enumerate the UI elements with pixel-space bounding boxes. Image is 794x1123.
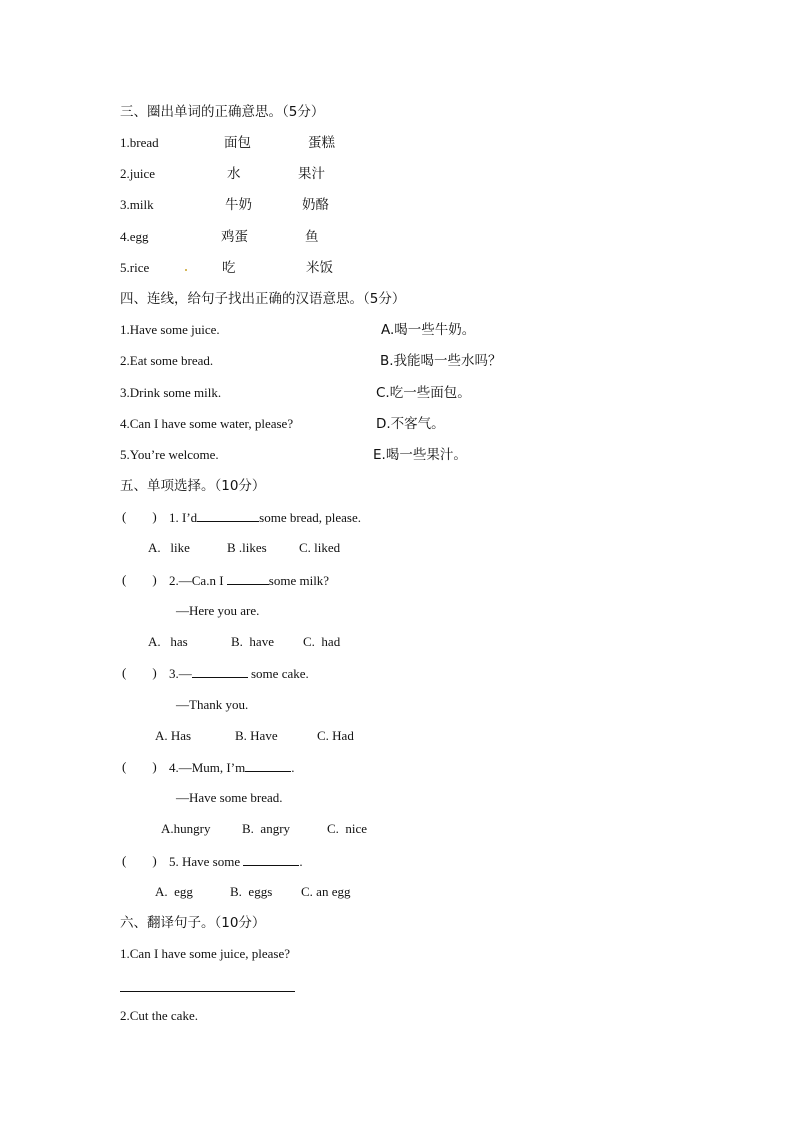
q1-blank[interactable] [197, 509, 259, 522]
q5-stem-pre: 5. Have some [169, 854, 241, 869]
q3-stem-post: some cake. [247, 666, 309, 681]
q2-option-a[interactable]: A. has [148, 634, 188, 649]
s4-en-5: 5.You’re welcome. [120, 447, 219, 462]
s4-zh-5: E.喝一些果汁。 [373, 447, 467, 463]
s3-word-2: 2.juice [120, 166, 156, 181]
q2-blank[interactable] [227, 572, 269, 585]
s3-word-4: 4.egg [120, 229, 149, 244]
q1-option-c[interactable]: C. liked [299, 540, 341, 555]
q2-stem-post: some milk? [268, 573, 330, 588]
q1-option-a[interactable]: A. like [148, 540, 190, 555]
s4-zh-2: B.我能喝一些水吗？ [380, 353, 502, 369]
section3-heading: 三、圈出单词的正确意思。（5分） [120, 104, 325, 120]
s6-question-1: 1.Can I have some juice, please? [120, 946, 291, 961]
s3-opt2-3: 奶酪 [302, 197, 329, 213]
s4-en-1: 1.Have some juice. [120, 322, 220, 337]
s3-opt2-5: 米饭 [306, 260, 333, 276]
s4-zh-1: A.喝一些牛奶。 [381, 322, 476, 338]
s6-answer-line-1[interactable] [120, 991, 295, 992]
q5-blank[interactable] [243, 853, 299, 866]
q4-stem-pre: 4.—Mum, I’m [169, 760, 246, 775]
q5-answer-paren[interactable]: ( ) [122, 853, 157, 868]
q3-stem-pre: 3.— [169, 666, 192, 681]
s3-word-5: 5.rice [120, 260, 150, 275]
s4-en-2: 2.Eat some bread. [120, 353, 214, 368]
q4-option-b[interactable]: B. angry [242, 821, 291, 836]
q5-option-b[interactable]: B. eggs [230, 884, 273, 899]
q4-option-c[interactable]: C. nice [327, 821, 368, 836]
s3-opt1-5: 吃 [222, 260, 236, 276]
q4-reply: —Have some bread. [176, 790, 283, 805]
q3-answer-paren[interactable]: ( ) [122, 665, 157, 680]
s4-en-3: 3.Drink some milk. [120, 385, 222, 400]
s3-opt1-3: 牛奶 [225, 197, 252, 213]
s3-opt1-1: 面包 [224, 135, 251, 151]
q2-stem-pre: 2.—Ca.n I [169, 573, 224, 588]
q1-answer-paren[interactable]: ( ) [122, 509, 157, 524]
section5-heading: 五、单项选择。（10分） [120, 478, 266, 494]
s3-word-3: 3.milk [120, 197, 154, 212]
q1-stem [169, 509, 361, 526]
q5-stem [169, 853, 303, 870]
q4-blank[interactable] [245, 759, 291, 772]
q5-stem-post: . [299, 854, 303, 869]
s3-opt1-4: 鸡蛋 [221, 229, 248, 245]
stray-dot [185, 269, 187, 271]
q1-option-b[interactable]: B .likes [227, 540, 267, 555]
q3-reply: —Thank you. [176, 697, 249, 712]
q2-option-c[interactable]: C. had [303, 634, 341, 649]
q1-stem-pre: 1. I’d [169, 510, 198, 525]
s4-en-4: 4.Can I have some water, please? [120, 416, 294, 431]
section4-heading: 四、连线，给句子找出正确的汉语意思。（5分） [120, 291, 406, 307]
q4-answer-paren[interactable]: ( ) [122, 759, 157, 774]
q2-answer-paren[interactable]: ( ) [122, 572, 157, 587]
q5-option-a[interactable]: A. egg [155, 884, 193, 899]
s4-zh-4: D.不客气。 [376, 416, 445, 432]
q4-option-a[interactable]: A.hungry [161, 821, 211, 836]
s3-opt2-1: 蛋糕 [308, 135, 335, 151]
s3-word-1: 1.bread [120, 135, 159, 150]
q2-option-b[interactable]: B. have [231, 634, 274, 649]
q3-option-b[interactable]: B. Have [235, 728, 278, 743]
q4-stem [169, 759, 294, 776]
q2-reply: —Here you are. [176, 603, 260, 618]
s3-opt2-4: 鱼 [305, 229, 319, 245]
s3-opt1-2: 水 [227, 166, 241, 182]
s6-question-2: 2.Cut the cake. [120, 1008, 198, 1023]
q3-option-c[interactable]: C. Had [317, 728, 354, 743]
s3-opt2-2: 果汁 [298, 166, 325, 182]
q1-stem-post: some bread, please. [259, 510, 361, 525]
section6-heading: 六、翻译句子。（10分） [120, 915, 266, 931]
q2-stem [169, 572, 329, 589]
q3-option-a[interactable]: A. Has [155, 728, 192, 743]
q4-stem-post: . [291, 760, 295, 775]
q3-stem [169, 665, 309, 682]
q5-option-c[interactable]: C. an egg [301, 884, 351, 899]
q3-blank[interactable] [192, 665, 248, 678]
s4-zh-3: C.吃一些面包。 [376, 385, 471, 401]
